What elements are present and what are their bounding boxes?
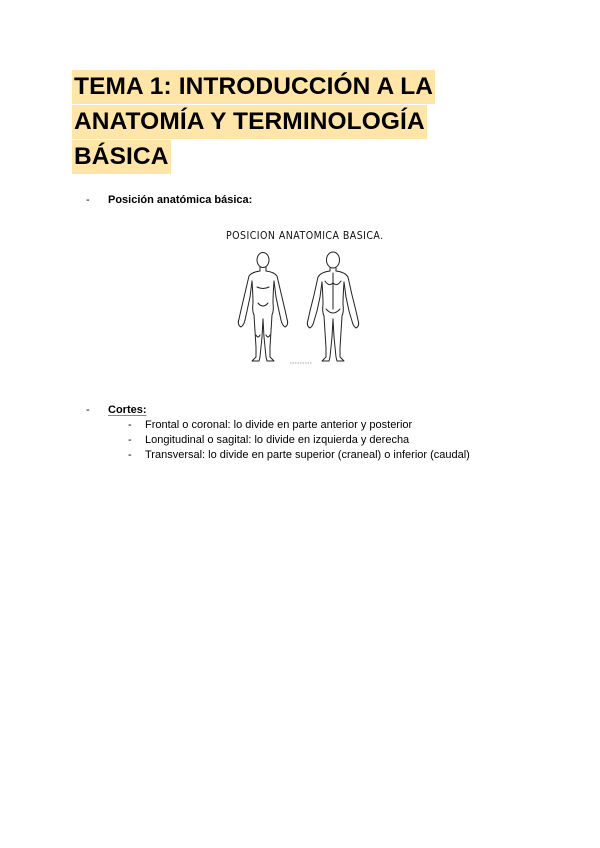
bullet-dash: -: [128, 449, 132, 461]
bullet-dash: -: [86, 194, 90, 206]
title-line-2: ANATOMÍA Y TERMINOLOGÍA: [72, 105, 427, 139]
list-item-text: Longitudinal o sagital: lo divide en izquierda y derecha: [145, 434, 410, 446]
figure-caption: POSICION ANATOMICA BASICA.: [226, 230, 384, 242]
title-line-1: TEMA 1: INTRODUCCIÓN A LA: [72, 70, 435, 104]
bullet-dash: -: [128, 419, 132, 431]
page-title: [72, 70, 542, 175]
back-figure-icon: [307, 252, 358, 361]
section-heading: Cortes:: [108, 404, 147, 416]
bullet-dash: -: [86, 404, 90, 416]
list-item-text: Transversal: lo divide en parte superior (craneal) o inferior (caudal): [145, 449, 470, 461]
bullet-dash: -: [128, 434, 132, 446]
list-item-text: Frontal o coronal: lo divide en parte anterior y posterior: [145, 419, 413, 431]
anatomy-illustration: [222, 247, 382, 365]
title-line-3: BÁSICA: [72, 140, 171, 174]
section-heading: Posición anatómica básica:: [108, 194, 253, 206]
front-figure-icon: [238, 253, 287, 362]
anatomical-position-figure: [222, 225, 382, 365]
